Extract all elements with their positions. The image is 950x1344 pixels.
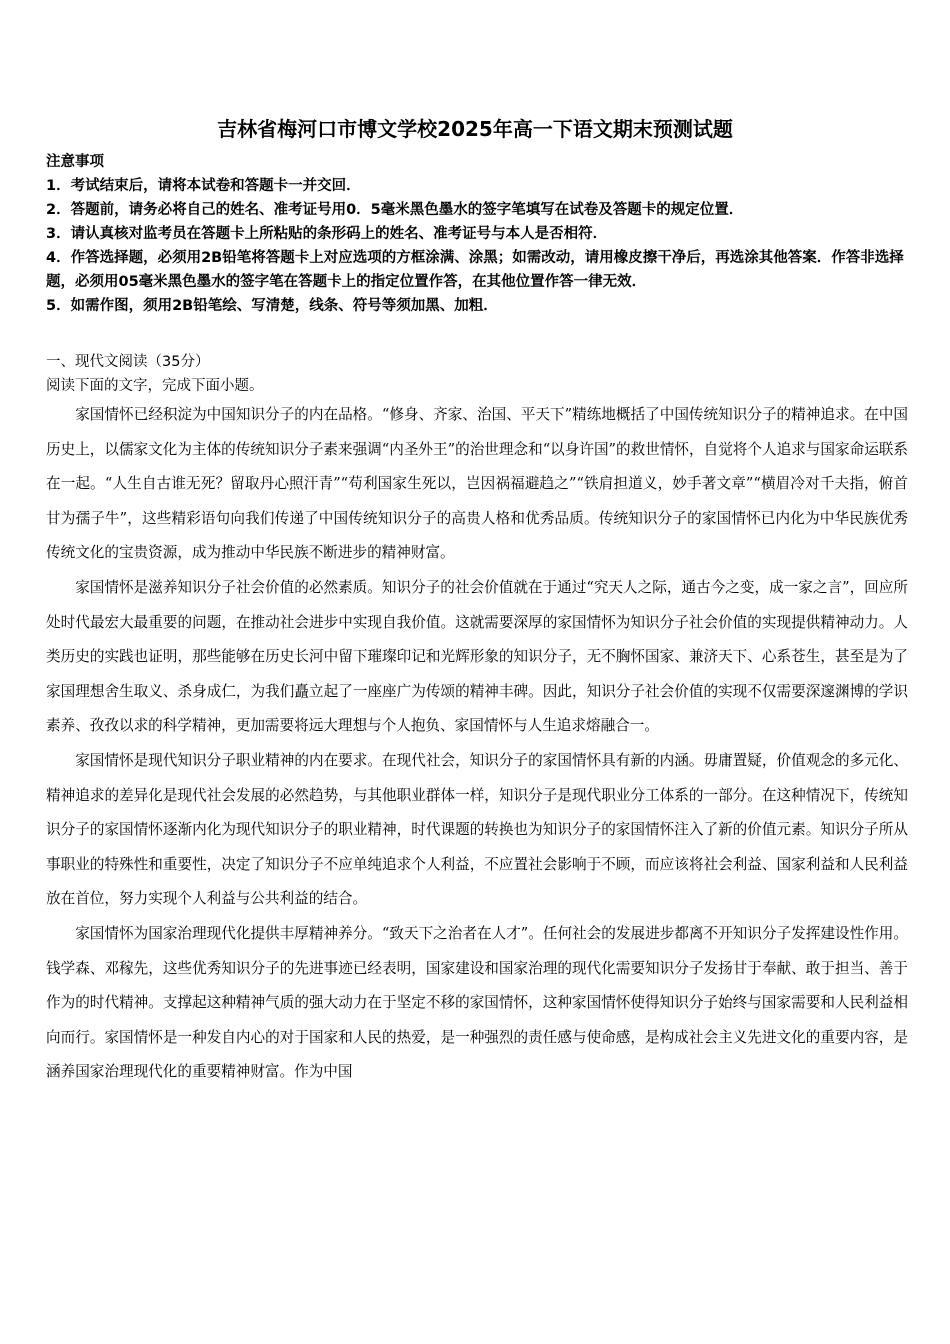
section-instruction: 阅读下面的文字，完成下面小题。 — [46, 378, 264, 394]
notice-item: 4．作答选择题，必须用2B铅笔将答题卡上对应选项的方框涂满、涂黑；如需改动，请用橡皮擦干净后，再选涂其他答案．作答非选择题，必须用05毫米黑色墨水的签字笔在答题卡上的指定位置作答，在其他位置作答一律无效． — [46, 250, 904, 290]
passage-paragraph: 家国情怀为国家治理现代化提供丰厚精神养分。“致天下之治者在人才”。任何社会的发展进步都离不开知识分子发挥建设性作用。钱学森、邓稼先，这些优秀知识分子的先进事迹已经表明，国家建设和国家治理的现代化需要知识分子发扬甘于奉献、敢于担当、善于作为的时代精神。支撑起这种精神气质的强大动力在于坚定不移的家国情怀，这种家国情怀使得知识分子始终与国家需要和人民利益相向而行。家国情怀是一种发自内心的对于国家和人民的热爱，是一种强烈的责任感与使命感，是构成社会主义先进文化的重要内容，是涵养国家治理现代化的重要精神财富。作为中国 — [46, 924, 908, 1081]
section-header — [46, 350, 906, 398]
notice-block — [46, 150, 906, 318]
notice-item: 1．考试结束后，请将本试卷和答题卡一并交回． — [46, 178, 361, 194]
page-title: 吉林省梅河口市博文学校2025年高一下语文期末预测试题 — [217, 117, 733, 141]
passage-paragraph: 家国情怀已经积淀为中国知识分子的内在品格。“修身、齐家、治国、平天下”精练地概括了中国传统知识分子的精神追求。在中国历史上，以儒家文化为主体的传统知识分子素来强调“内圣外王”的治世理念和“以身许国”的救世情怀，自觉将个人追求与国家命运联系在一起。“人生自古谁无死？留取丹心照汗青”“苟利国家生死以，岂因祸福避趋之”“铁肩担道义，妙手著文章”“横眉冷对千夫指，俯首甘为孺子牛”，这些精彩语句向我们传递了中国传统知识分子的高贵人格和优秀品质。传统知识分子的家国情怀已内化为中华民族优秀传统文化的宝贵资源，成为推动中华民族不断进步的精神财富。 — [46, 406, 908, 562]
section-heading: 一、现代文阅读（35分） — [46, 354, 210, 370]
reading-passage — [46, 398, 908, 1090]
notice-item: 5．如需作图，须用2B铅笔绘、写清楚，线条、符号等须加黑、加粗． — [46, 298, 498, 314]
passage-paragraph: 家国情怀是现代知识分子职业精神的内在要求。在现代社会，知识分子的家国情怀具有新的内涵。毋庸置疑，价值观念的多元化、精神追求的差异化是现代社会发展的必然趋势，与其他职业群体一样，知识分子是现代职业分工体系的一部分。在这种情况下，传统知识分子的家国情怀逐渐内化为现代知识分子的职业精神，时代课题的转换也为知识分子的家国情怀注入了新的价值元素。知识分子所从事职业的特殊性和重要性，决定了知识分子不应单纯追求个人利益，不应置社会影响于不顾，而应该将社会利益、国家利益和人民利益放在首位，努力实现个人利益与公共利益的结合。 — [46, 751, 908, 908]
passage-paragraph: 家国情怀是滋养知识分子社会价值的必然素质。知识分子的社会价值就在于通过“究天人之际，通古今之变，成一家之言”，回应所处时代最宏大最重要的问题，在推动社会进步中实现自我价值。这就需要深厚的家国情怀为知识分子社会价值的实现提供精神动力。人类历史的实践也证明，那些能够在历史长河中留下璀璨印记和光辉形象的知识分子，无不胸怀国家、兼济天下、心系苍生，甚至是为了家国理想舍生取义、杀身成仁，为我们矗立起了一座座广为传颂的精神丰碑。因此，知识分子社会价值的实现不仅需要深邃渊博的学识素养、孜孜以求的科学精神，更加需要将远大理想与个人抱负、家国情怀与人生追求熔融合一。 — [46, 578, 908, 735]
notice-item: 2．答题前，请务必将自己的姓名、准考证号用0．5毫米黑色墨水的签字笔填写在试卷及答题卡的规定位置． — [46, 202, 744, 218]
notice-item: 3．请认真核对监考员在答题卡上所粘贴的条形码上的姓名、准考证号与本人是否相符． — [46, 226, 608, 242]
notice-heading: 注意事项 — [46, 154, 104, 170]
